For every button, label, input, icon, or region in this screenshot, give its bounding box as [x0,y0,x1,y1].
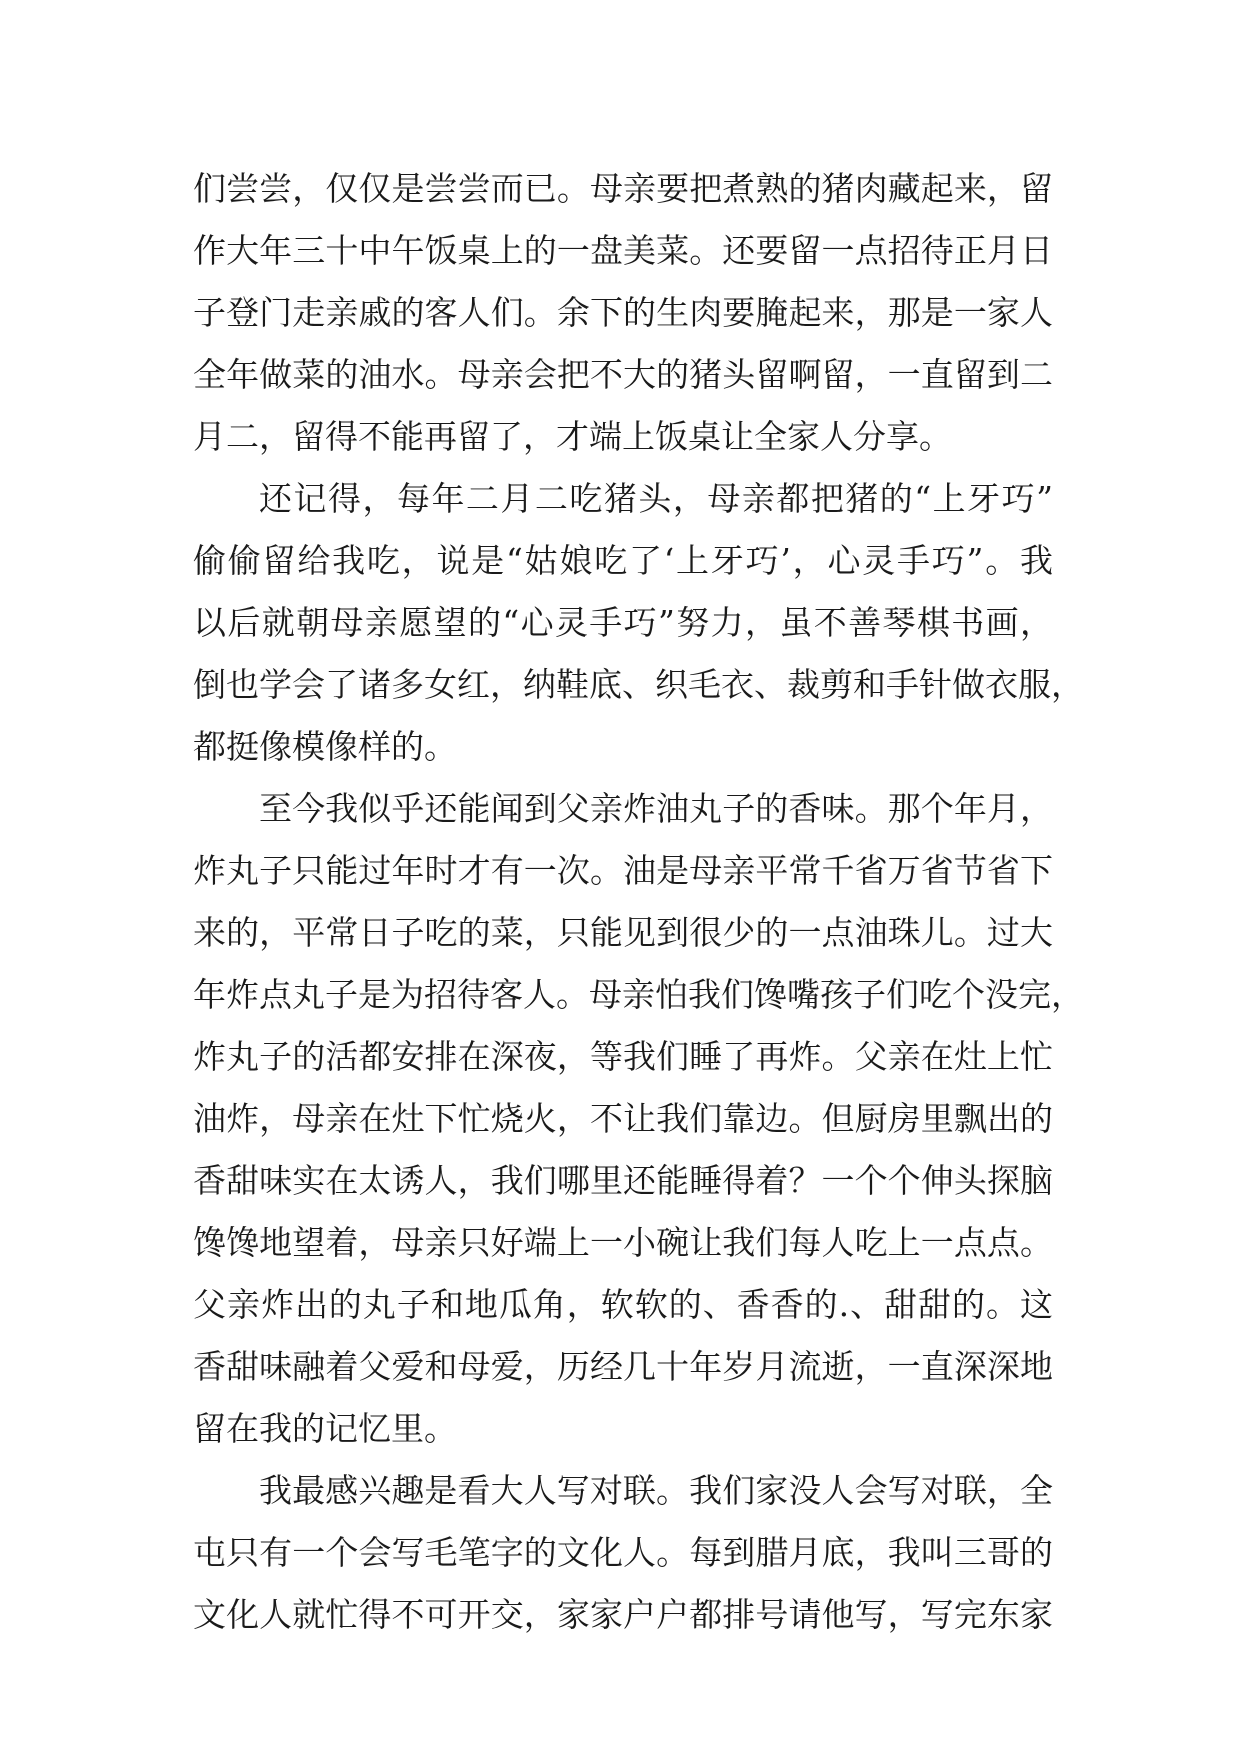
text-line: 作大年三十中午饭桌上的一盘美菜。还要留一点招待正月日 [193,231,1053,270]
text-line: 年炸点丸子是为招待客人。母亲怕我们馋嘴孩子们吃个没完， [193,975,1084,1014]
text-line: 留在我的记忆里。 [193,1409,457,1448]
text-line: 炸丸子的活都安排在深夜，等我们睡了再炸。父亲在灶上忙 [193,1037,1053,1076]
text-line: 文化人就忙得不可开交，家家户户都排号请他写，写完东家 [193,1595,1053,1634]
text-line: 倒也学会了诸多女红，纳鞋底、织毛衣、裁剪和手针做衣服， [193,665,1084,704]
text-line: 油炸，母亲在灶下忙烧火，不让我们靠边。但厨房里飘出的 [193,1099,1053,1138]
text-line: 至今我似乎还能闻到父亲炸油丸子的香味。那个年月， [259,789,1053,828]
paragraph [193,158,1053,468]
text-line: 馋馋地望着，母亲只好端上一小碗让我们每人吃上一点点。 [193,1223,1053,1262]
text-line: 屯只有一个会写毛笔字的文化人。每到腊月底，我叫三哥的 [193,1533,1053,1572]
text-line: 月二，留得不能再留了，才端上饭桌让全家人分享。 [193,417,952,456]
paragraph [193,1460,1053,1646]
text-line: 全年做菜的油水。母亲会把不大的猪头留啊留，一直留到二 [193,355,1053,394]
text-line: 来的，平常日子吃的菜，只能见到很少的一点油珠儿。过大 [193,913,1053,952]
text-line: 们尝尝，仅仅是尝尝而已。母亲要把煮熟的猪肉藏起来，留 [193,169,1053,208]
text-line: 以后就朝母亲愿望的“心灵手巧”努力，虽不善琴棋书画， [193,603,1053,642]
text-line: 我最感兴趣是看大人写对联。我们家没人会写对联，全 [259,1471,1053,1510]
body-text [193,158,1084,1646]
text-line: 香甜味实在太诱人，我们哪里还能睡得着？一个个伸头探脑 [193,1161,1053,1200]
text-line: 还记得，每年二月二吃猪头，母亲都把猪的“上牙巧” [259,479,1053,518]
text-line: 炸丸子只能过年时才有一次。油是母亲平常千省万省节省下 [193,851,1053,890]
paragraph [193,778,1084,1460]
text-line: 偷偷留给我吃，说是“姑娘吃了‘上牙巧’，心灵手巧”。我 [193,541,1053,580]
text-line: 子登门走亲戚的客人们。余下的生肉要腌起来，那是一家人 [193,293,1053,332]
paragraph [193,468,1084,778]
text-line: 都挺像模像样的。 [193,727,457,766]
text-line: 父亲炸出的丸子和地瓜角，软软的、香香的.、甜甜的。这 [193,1285,1053,1324]
text-line: 香甜味融着父爱和母爱，历经几十年岁月流逝，一直深深地 [193,1347,1053,1386]
